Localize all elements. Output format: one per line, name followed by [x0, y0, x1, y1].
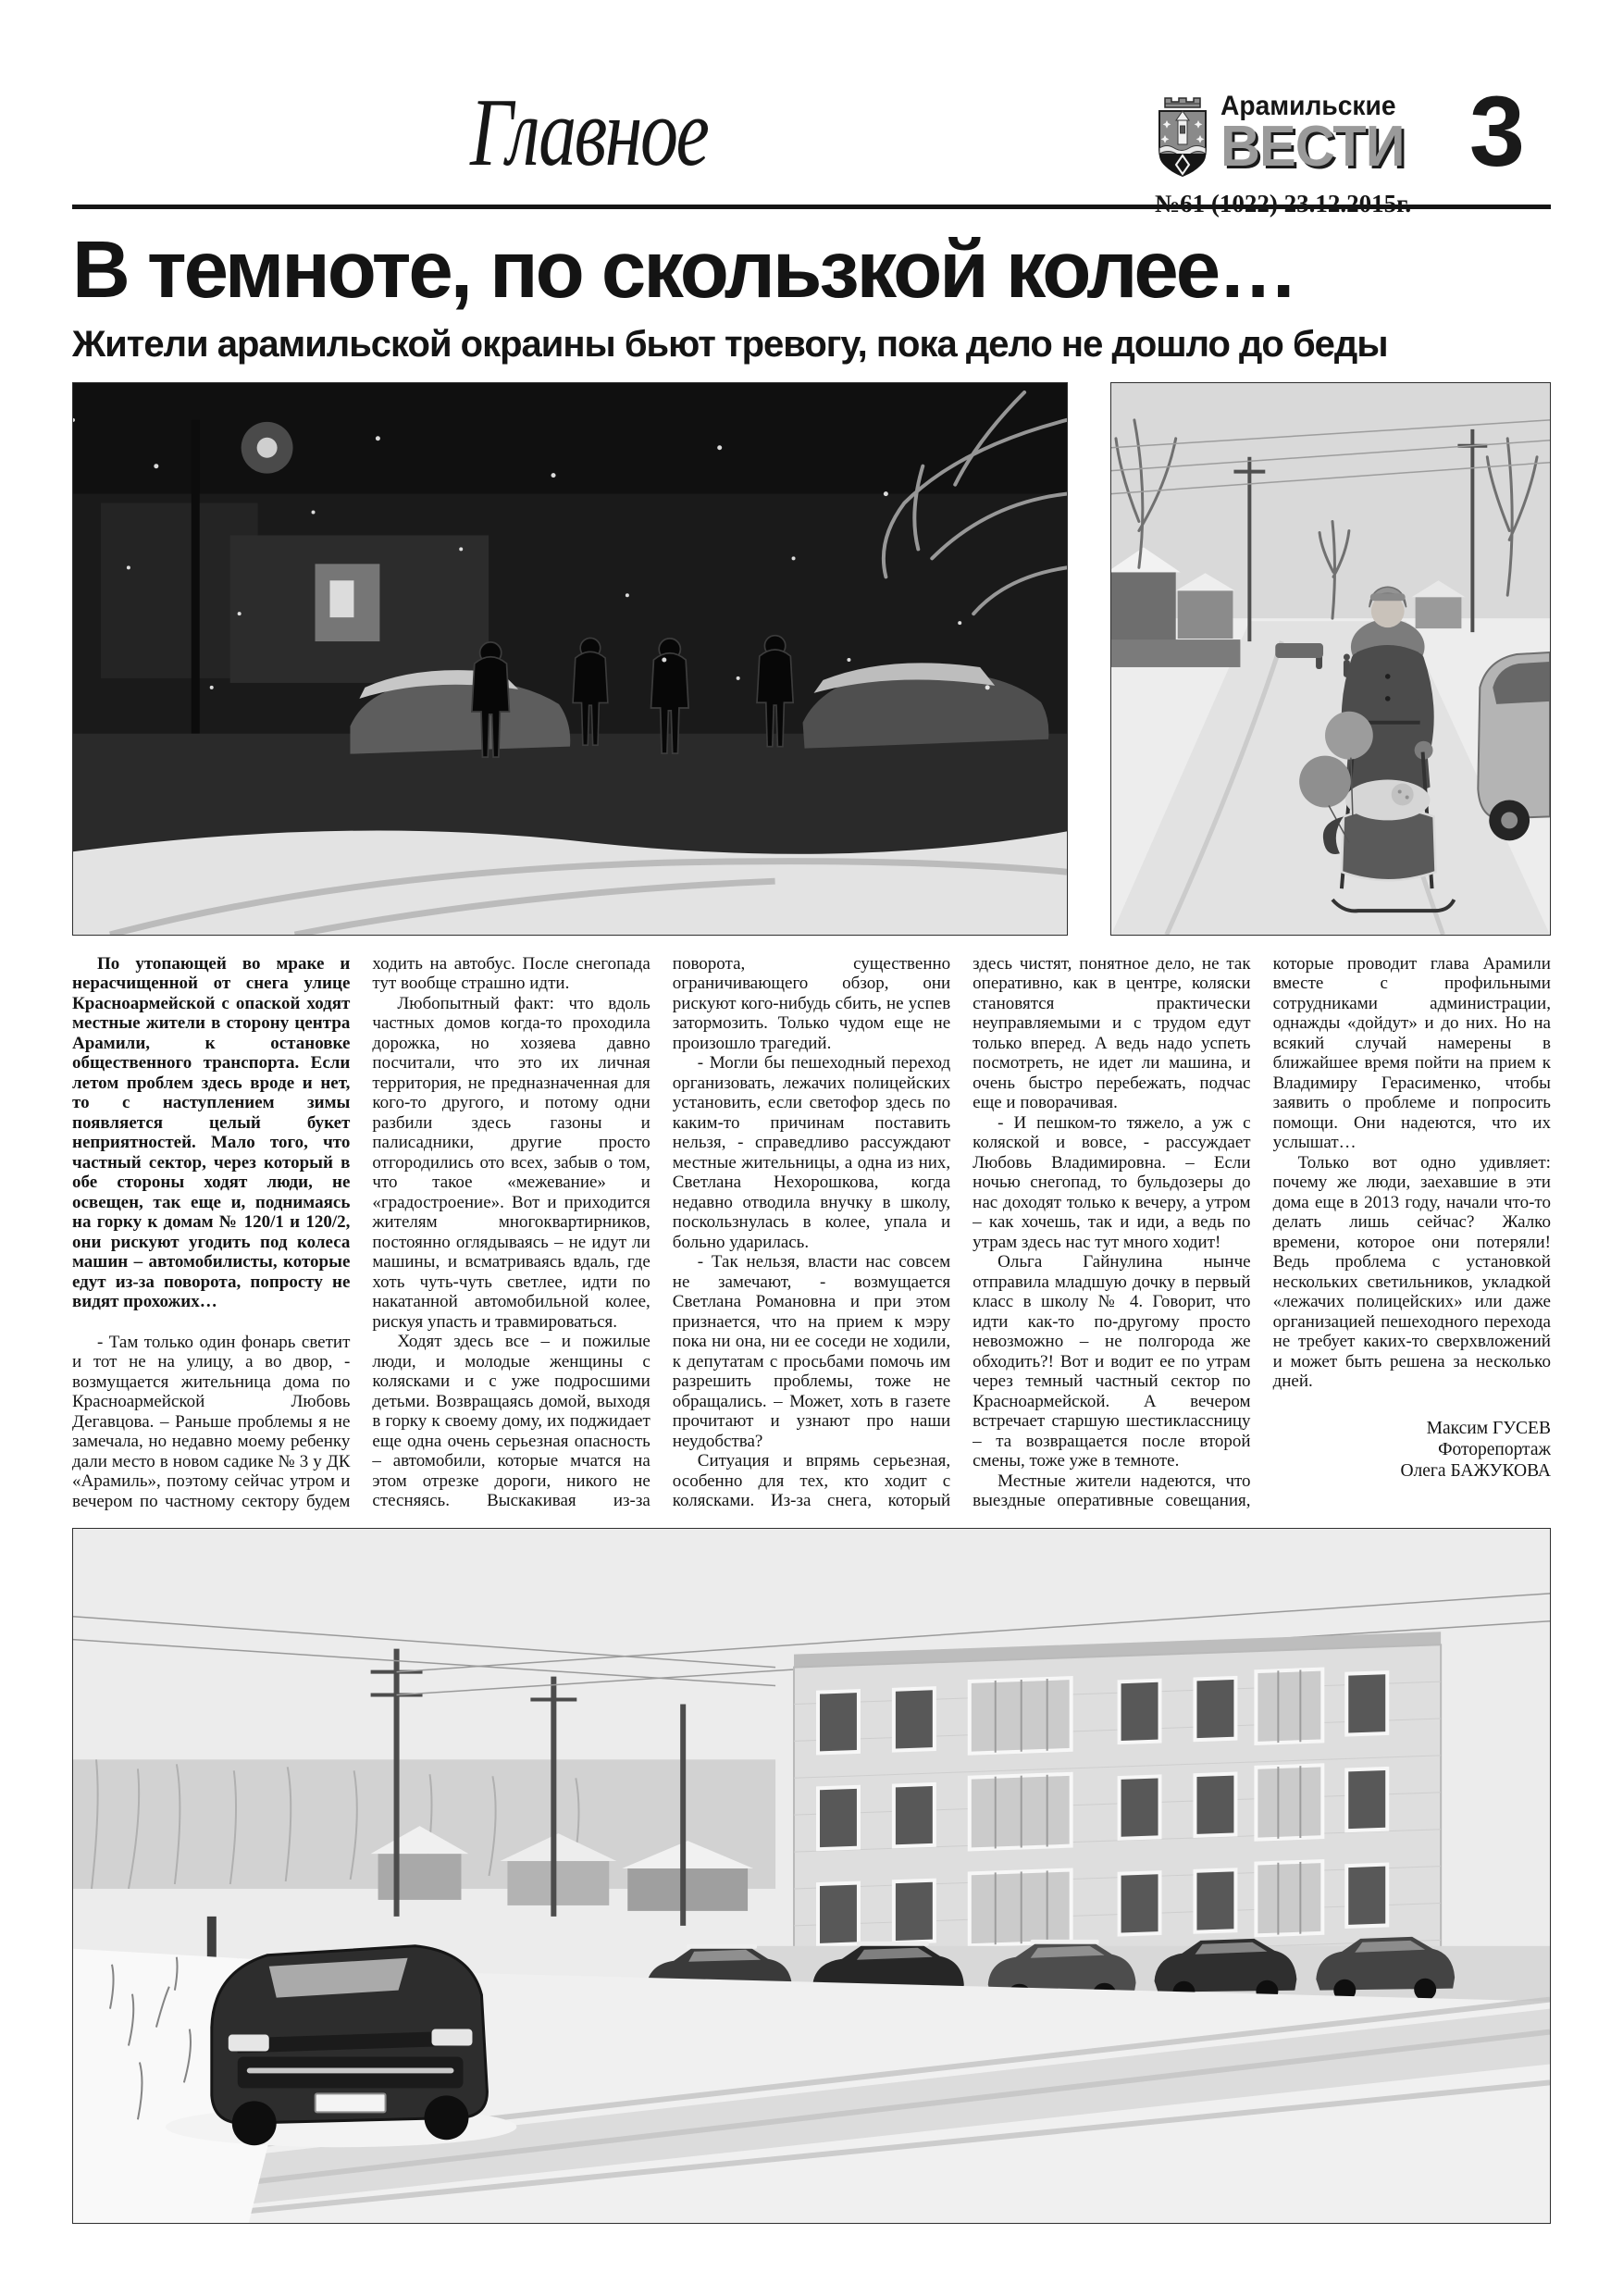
article-lead: По утопающей во мраке и нерасчищенной от снега улице Красноармейской с опаской ходят местные жители в сторону центра Арамили, к остановке общественного транспорта. Если летом проблем здесь вроде и нет, то с наступлением зимы появляется целый букет неприятностей. Мало того, что частный сектор, через который в обе стороны ходят люди, не освещен, так еще и, поднимаясь на горку к домам № 120/1 и 120/2, они рискуют угодить под колеса машин – автомобилисты, которые едут из-за поворота, попросту не видят прохожих… [72, 953, 351, 1312]
issue-date-line: №61 (1022) 23.12.2015г. [1155, 190, 1412, 217]
article-paragraph: - Там только один фонарь светит и тот не на улицу, а во двор, - возмущается жительница дома по Красноармейской Любовь Дегавцова. – Раньше проблемы я не замечала, но недавно моему ребенку дали место в новом садике № 3 у ДК «Арамиль», поэтому сейчас утром и вечером по частному сектору будем ходить на автобус. После снегопада тут вообще страшно идти. [72, 953, 650, 1511]
photo-street-apartment-building [72, 1528, 1551, 2224]
byline-photographer: Олега БАЖУКОВА [1400, 1460, 1551, 1481]
article-headline: В темноте, по скользкой колее… [72, 225, 1296, 315]
byline [1273, 1418, 1551, 1482]
page-header [72, 0, 1551, 217]
masthead [1154, 93, 1412, 217]
article-paragraph: Ходят здесь все – и пожилые люди, и молодые женщины с колясками и с уже подросшими детьми. Возвращаясь домой, выходя в горку к своему дому, их поджидает еще одна очень серьезная опасность – автомобили, которые мчатся на этом отрезке дороги, никого не стесняясь. Выскакивая из-за поворота, существенно ограничивающего обзор, они рискуют кого-нибудь сбить, не успев затормозить. Только чудом еще не произошло трагедий. [372, 953, 951, 1511]
masthead-logo-text: ВЕСТИ [1220, 115, 1405, 179]
masthead-city-name: Арамильские [1220, 91, 1396, 121]
article-paragraph: Местные жители надеются, что выездные оперативные совещания, которые проводит глава Арамили вместе с профильными сотрудниками администрации, однажды «дойдут» и до них. Но на всякий случай намерены в ближайшее время пойти на прием к Владимиру Герасименко, чтобы заявить о проблеме и попросить помощи. Они надеются, что их услышат… [973, 953, 1551, 1511]
article-paragraph: - И пешком-то тяжело, а уж с коляской и вовсе, - рассуждает Любовь Владимировна. – Если ночью снегопад, то бульдозеры до нас доходят только к вечеру, а утром – как хочешь, так и иди, а ведь по утрам здесь нас тут много ходит! [973, 1112, 1251, 1252]
article-paragraph: Любопытный факт: что вдоль частных домов когда-то проходила дорожка, но хозяева давно посчитали, что это их личная территория, не предназначенная для кого-то другого, и потому одни разбили здесь газоны и палисадники, другие просто отгородились ото всех, забыв о том, что такое «межевание» и «градостроение». Вот и приходится жителям многоквартирников, постоянно оглядываясь – не идут ли машины, и всматриваясь вдаль, где хоть чуть-чуть светлее, идти по накатанной автомобильной колее, рискуя упасть и травмироваться. [372, 993, 650, 1332]
article-paragraph: - Так нельзя, власти нас совсем не замечают, - возмущается Светлана Романовна и при этом признается, что на прием к мэру пока ни она, ни ее соседи не ходили, к депутатам с просьбами помочь им разрешить проблемы, тоже не обращались. – Может, хоть в газете прочитают и узнают про наши неудобства? [672, 1252, 951, 1451]
photo-night-street [72, 382, 1068, 936]
photo-row [72, 382, 1551, 936]
byline-photo-label: Фоторепортаж [1438, 1439, 1551, 1459]
byline-author: Максим ГУСЕВ [1426, 1418, 1551, 1438]
aramil-coat-of-arms-icon [1154, 93, 1211, 186]
article-body [72, 954, 1551, 1512]
article-paragraph: - Могли бы пешеходный переход организовать, лежачих полицейских установить, если светофор здесь по каким-то причинам поставить нельзя, - справедливо рассуждают местные жительницы, а одна из них, Светлана Нехорошкова, когда недавно отводила внучку в школу, поскользнулась в колее, упала и больно ударилась. [672, 1053, 951, 1252]
article-subheadline: Жители арамильской окраины бьют тревогу, пока дело не дошло до беды [72, 323, 1388, 365]
section-title: Главное [470, 78, 708, 187]
article-paragraph: Только вот одно удивляет: почему же люди, заехавшие в эти дома еще в 2013 году, начали что-то делать лишь сейчас? Жалко времени, которое они потеряли! Ведь проблема с установкой нескольких светильников, укладкой «лежачих полицейских» или даже организацией пешеходного перехода не требует каких-то сверхвложений и может быть решена за несколько дней. [1272, 1152, 1551, 1392]
article-paragraph: Ольга Гайнулина нынче отправила младшую дочку в первый класс в школу № 4. Говорит, что идти как-то по-другому просто невозможно – не полгорода же обходить?! Вот и водит ее по утрам через темный частный сектор по Красноармейской. А вечером встречает старшую шестиклассницу – та возвращается после второй смены, тоже уже в темноте. [973, 1252, 1251, 1471]
page-number: 3 [1468, 75, 1525, 187]
article-paragraph: Ситуация и впрямь серьезная, особенно для тех, кто ходит с колясками. Из-за снега, который здесь чистят, понятное дело, не так оперативно, как в центре, коляски становятся практически неуправляемыми и с трудом едут только вперед. А ведь надо успеть посмотреть, не идет ли машина, и очень быстро перебежать, подчас еще и поворачивая. [672, 953, 1251, 1511]
photo-woman-with-sled [1110, 382, 1551, 936]
